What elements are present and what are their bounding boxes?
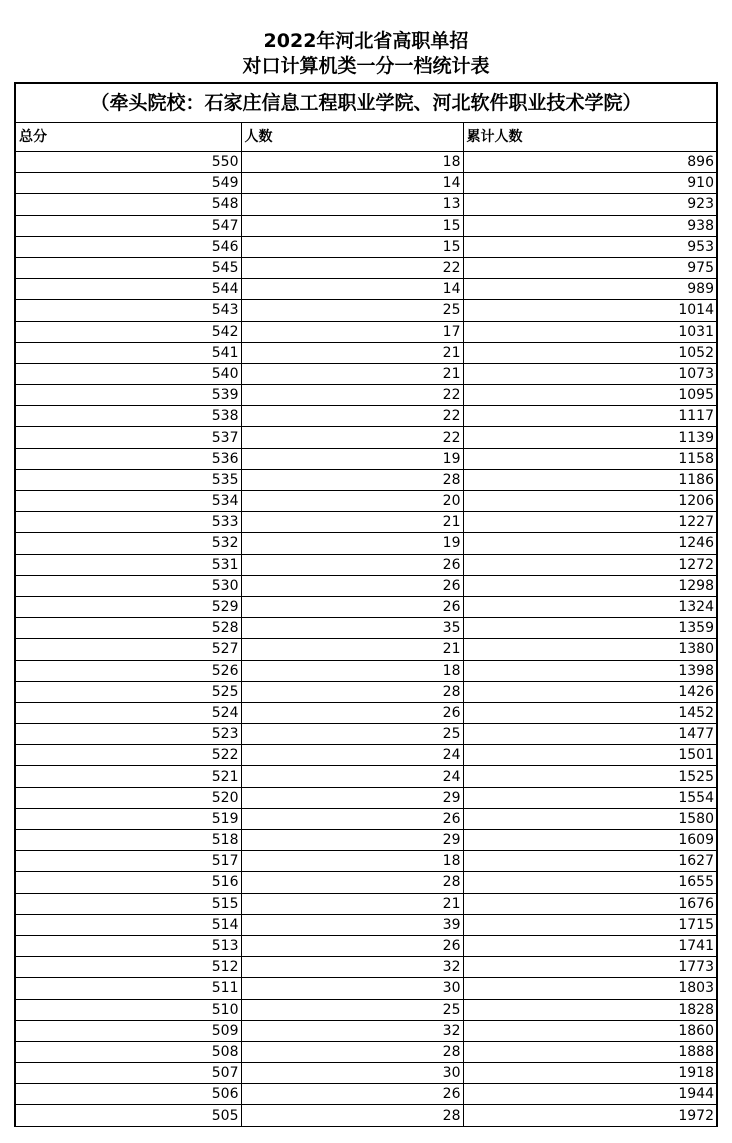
cell-total-score: 544 (16, 279, 241, 300)
cell-count: 32 (241, 957, 463, 978)
cell-count: 14 (241, 173, 463, 194)
cell-total-score: 543 (16, 300, 241, 321)
cell-cumulative-count: 989 (463, 279, 716, 300)
cell-total-score: 509 (16, 1020, 241, 1041)
table-row (16, 999, 716, 1020)
cell-count: 26 (241, 596, 463, 617)
cell-cumulative-count: 1452 (463, 702, 716, 723)
table-row (16, 554, 716, 575)
cell-total-score: 522 (16, 745, 241, 766)
cell-cumulative-count: 1715 (463, 914, 716, 935)
cell-count: 26 (241, 575, 463, 596)
table-row (16, 385, 716, 406)
cell-total-score: 550 (16, 152, 241, 173)
cell-total-score: 545 (16, 257, 241, 278)
cell-total-score: 515 (16, 893, 241, 914)
cell-cumulative-count: 1298 (463, 575, 716, 596)
cell-total-score: 530 (16, 575, 241, 596)
cell-total-score: 521 (16, 766, 241, 787)
cell-count: 28 (241, 1041, 463, 1062)
cell-count: 28 (241, 1105, 463, 1126)
cell-cumulative-count: 1073 (463, 363, 716, 384)
cell-cumulative-count: 1031 (463, 321, 716, 342)
cell-cumulative-count: 953 (463, 236, 716, 257)
table-row (16, 152, 716, 173)
cell-cumulative-count: 1627 (463, 851, 716, 872)
cell-total-score: 508 (16, 1041, 241, 1062)
score-distribution-table (16, 123, 716, 1127)
table-row (16, 448, 716, 469)
cell-cumulative-count: 1828 (463, 999, 716, 1020)
cell-count: 17 (241, 321, 463, 342)
cell-cumulative-count: 1014 (463, 300, 716, 321)
table-row (16, 512, 716, 533)
cell-count: 20 (241, 491, 463, 512)
cell-count: 30 (241, 978, 463, 999)
cell-count: 18 (241, 660, 463, 681)
table-row (16, 491, 716, 512)
table-row (16, 257, 716, 278)
cell-cumulative-count: 975 (463, 257, 716, 278)
cell-count: 19 (241, 533, 463, 554)
table-row (16, 702, 716, 723)
table-row (16, 194, 716, 215)
table-row (16, 173, 716, 194)
cell-cumulative-count: 1501 (463, 745, 716, 766)
table-row (16, 363, 716, 384)
cell-total-score: 518 (16, 830, 241, 851)
table-row (16, 851, 716, 872)
cell-total-score: 532 (16, 533, 241, 554)
cell-count: 13 (241, 194, 463, 215)
table-row (16, 279, 716, 300)
cell-total-score: 540 (16, 363, 241, 384)
cell-cumulative-count: 1888 (463, 1041, 716, 1062)
cell-total-score: 520 (16, 787, 241, 808)
cell-count: 18 (241, 152, 463, 173)
cell-cumulative-count: 1655 (463, 872, 716, 893)
table-row (16, 787, 716, 808)
cell-count: 28 (241, 469, 463, 490)
cell-total-score: 527 (16, 639, 241, 660)
cell-total-score: 524 (16, 702, 241, 723)
table-row (16, 215, 716, 236)
table-row (16, 830, 716, 851)
cell-cumulative-count: 923 (463, 194, 716, 215)
cell-total-score: 510 (16, 999, 241, 1020)
cell-cumulative-count: 1324 (463, 596, 716, 617)
document-title: 2022年河北省高职单招 (263, 30, 469, 52)
cell-count: 15 (241, 236, 463, 257)
cell-count: 28 (241, 681, 463, 702)
cell-cumulative-count: 1272 (463, 554, 716, 575)
cell-count: 21 (241, 342, 463, 363)
table-row (16, 469, 716, 490)
cell-cumulative-count: 1918 (463, 1063, 716, 1084)
cell-total-score: 538 (16, 406, 241, 427)
table-row (16, 533, 716, 554)
cell-cumulative-count: 1609 (463, 830, 716, 851)
table-row (16, 342, 716, 363)
cell-cumulative-count: 896 (463, 152, 716, 173)
cell-cumulative-count: 1246 (463, 533, 716, 554)
cell-cumulative-count: 1580 (463, 808, 716, 829)
table-row (16, 300, 716, 321)
cell-total-score: 505 (16, 1105, 241, 1126)
cell-count: 21 (241, 363, 463, 384)
cell-total-score: 533 (16, 512, 241, 533)
cell-count: 26 (241, 808, 463, 829)
cell-count: 24 (241, 766, 463, 787)
cell-cumulative-count: 1117 (463, 406, 716, 427)
table-row (16, 660, 716, 681)
cell-count: 26 (241, 1084, 463, 1105)
cell-cumulative-count: 1227 (463, 512, 716, 533)
cell-count: 39 (241, 914, 463, 935)
table-row (16, 639, 716, 660)
cell-count: 21 (241, 512, 463, 533)
table-row (16, 1105, 716, 1126)
cell-total-score: 512 (16, 957, 241, 978)
cell-count: 22 (241, 406, 463, 427)
table-row (16, 872, 716, 893)
table-row (16, 1041, 716, 1062)
table-row (16, 1020, 716, 1041)
lead-institutions: （牵头院校：石家庄信息工程职业学院、河北软件职业技术学院） (16, 84, 716, 123)
table-row (16, 808, 716, 829)
cell-count: 26 (241, 702, 463, 723)
cell-total-score: 531 (16, 554, 241, 575)
table-row (16, 766, 716, 787)
table-row (16, 321, 716, 342)
cell-total-score: 541 (16, 342, 241, 363)
cell-count: 29 (241, 787, 463, 808)
cell-count: 28 (241, 872, 463, 893)
table-row (16, 406, 716, 427)
cell-count: 29 (241, 830, 463, 851)
cell-total-score: 511 (16, 978, 241, 999)
cell-total-score: 549 (16, 173, 241, 194)
cell-total-score: 546 (16, 236, 241, 257)
cell-count: 22 (241, 385, 463, 406)
cell-count: 21 (241, 639, 463, 660)
table-row (16, 724, 716, 745)
table-row (16, 618, 716, 639)
cell-cumulative-count: 1741 (463, 935, 716, 956)
cell-cumulative-count: 1095 (463, 385, 716, 406)
cell-count: 26 (241, 554, 463, 575)
cell-total-score: 517 (16, 851, 241, 872)
cell-total-score: 523 (16, 724, 241, 745)
cell-total-score: 536 (16, 448, 241, 469)
table-row (16, 236, 716, 257)
cell-count: 18 (241, 851, 463, 872)
cell-total-score: 537 (16, 427, 241, 448)
cell-total-score: 542 (16, 321, 241, 342)
score-table-sheet (14, 82, 718, 1127)
table-row (16, 1084, 716, 1105)
cell-count: 30 (241, 1063, 463, 1084)
cell-total-score: 534 (16, 491, 241, 512)
header-count: 人数 (241, 123, 463, 152)
cell-cumulative-count: 1972 (463, 1105, 716, 1126)
cell-count: 32 (241, 1020, 463, 1041)
cell-count: 22 (241, 427, 463, 448)
cell-total-score: 535 (16, 469, 241, 490)
table-row (16, 681, 716, 702)
table-body (16, 152, 716, 1127)
table-row (16, 957, 716, 978)
cell-total-score: 547 (16, 215, 241, 236)
cell-cumulative-count: 1426 (463, 681, 716, 702)
cell-total-score: 548 (16, 194, 241, 215)
header-total-score: 总分 (16, 123, 241, 152)
cell-cumulative-count: 938 (463, 215, 716, 236)
table-row (16, 575, 716, 596)
cell-cumulative-count: 1206 (463, 491, 716, 512)
document-subtitle: 对口计算机类一分一档统计表 (242, 55, 490, 77)
cell-cumulative-count: 1803 (463, 978, 716, 999)
cell-count: 14 (241, 279, 463, 300)
cell-cumulative-count: 1186 (463, 469, 716, 490)
table-row (16, 745, 716, 766)
cell-count: 24 (241, 745, 463, 766)
cell-total-score: 516 (16, 872, 241, 893)
cell-count: 26 (241, 935, 463, 956)
cell-count: 25 (241, 300, 463, 321)
cell-cumulative-count: 910 (463, 173, 716, 194)
cell-count: 22 (241, 257, 463, 278)
table-row (16, 893, 716, 914)
cell-cumulative-count: 1359 (463, 618, 716, 639)
header-row (16, 123, 716, 152)
cell-total-score: 529 (16, 596, 241, 617)
cell-cumulative-count: 1860 (463, 1020, 716, 1041)
table-row (16, 935, 716, 956)
table-row (16, 427, 716, 448)
header-cumulative-count: 累计人数 (463, 123, 716, 152)
cell-cumulative-count: 1158 (463, 448, 716, 469)
cell-total-score: 539 (16, 385, 241, 406)
cell-total-score: 513 (16, 935, 241, 956)
cell-count: 19 (241, 448, 463, 469)
cell-cumulative-count: 1477 (463, 724, 716, 745)
table-row (16, 914, 716, 935)
cell-count: 15 (241, 215, 463, 236)
cell-count: 25 (241, 724, 463, 745)
cell-cumulative-count: 1676 (463, 893, 716, 914)
cell-total-score: 526 (16, 660, 241, 681)
cell-cumulative-count: 1380 (463, 639, 716, 660)
cell-total-score: 525 (16, 681, 241, 702)
cell-total-score: 514 (16, 914, 241, 935)
cell-total-score: 519 (16, 808, 241, 829)
cell-cumulative-count: 1554 (463, 787, 716, 808)
cell-count: 25 (241, 999, 463, 1020)
table-row (16, 978, 716, 999)
cell-cumulative-count: 1052 (463, 342, 716, 363)
table-row (16, 1063, 716, 1084)
cell-cumulative-count: 1139 (463, 427, 716, 448)
cell-total-score: 528 (16, 618, 241, 639)
table-row (16, 596, 716, 617)
cell-cumulative-count: 1525 (463, 766, 716, 787)
cell-cumulative-count: 1398 (463, 660, 716, 681)
cell-count: 35 (241, 618, 463, 639)
cell-total-score: 506 (16, 1084, 241, 1105)
cell-cumulative-count: 1944 (463, 1084, 716, 1105)
cell-count: 21 (241, 893, 463, 914)
cell-total-score: 507 (16, 1063, 241, 1084)
cell-cumulative-count: 1773 (463, 957, 716, 978)
